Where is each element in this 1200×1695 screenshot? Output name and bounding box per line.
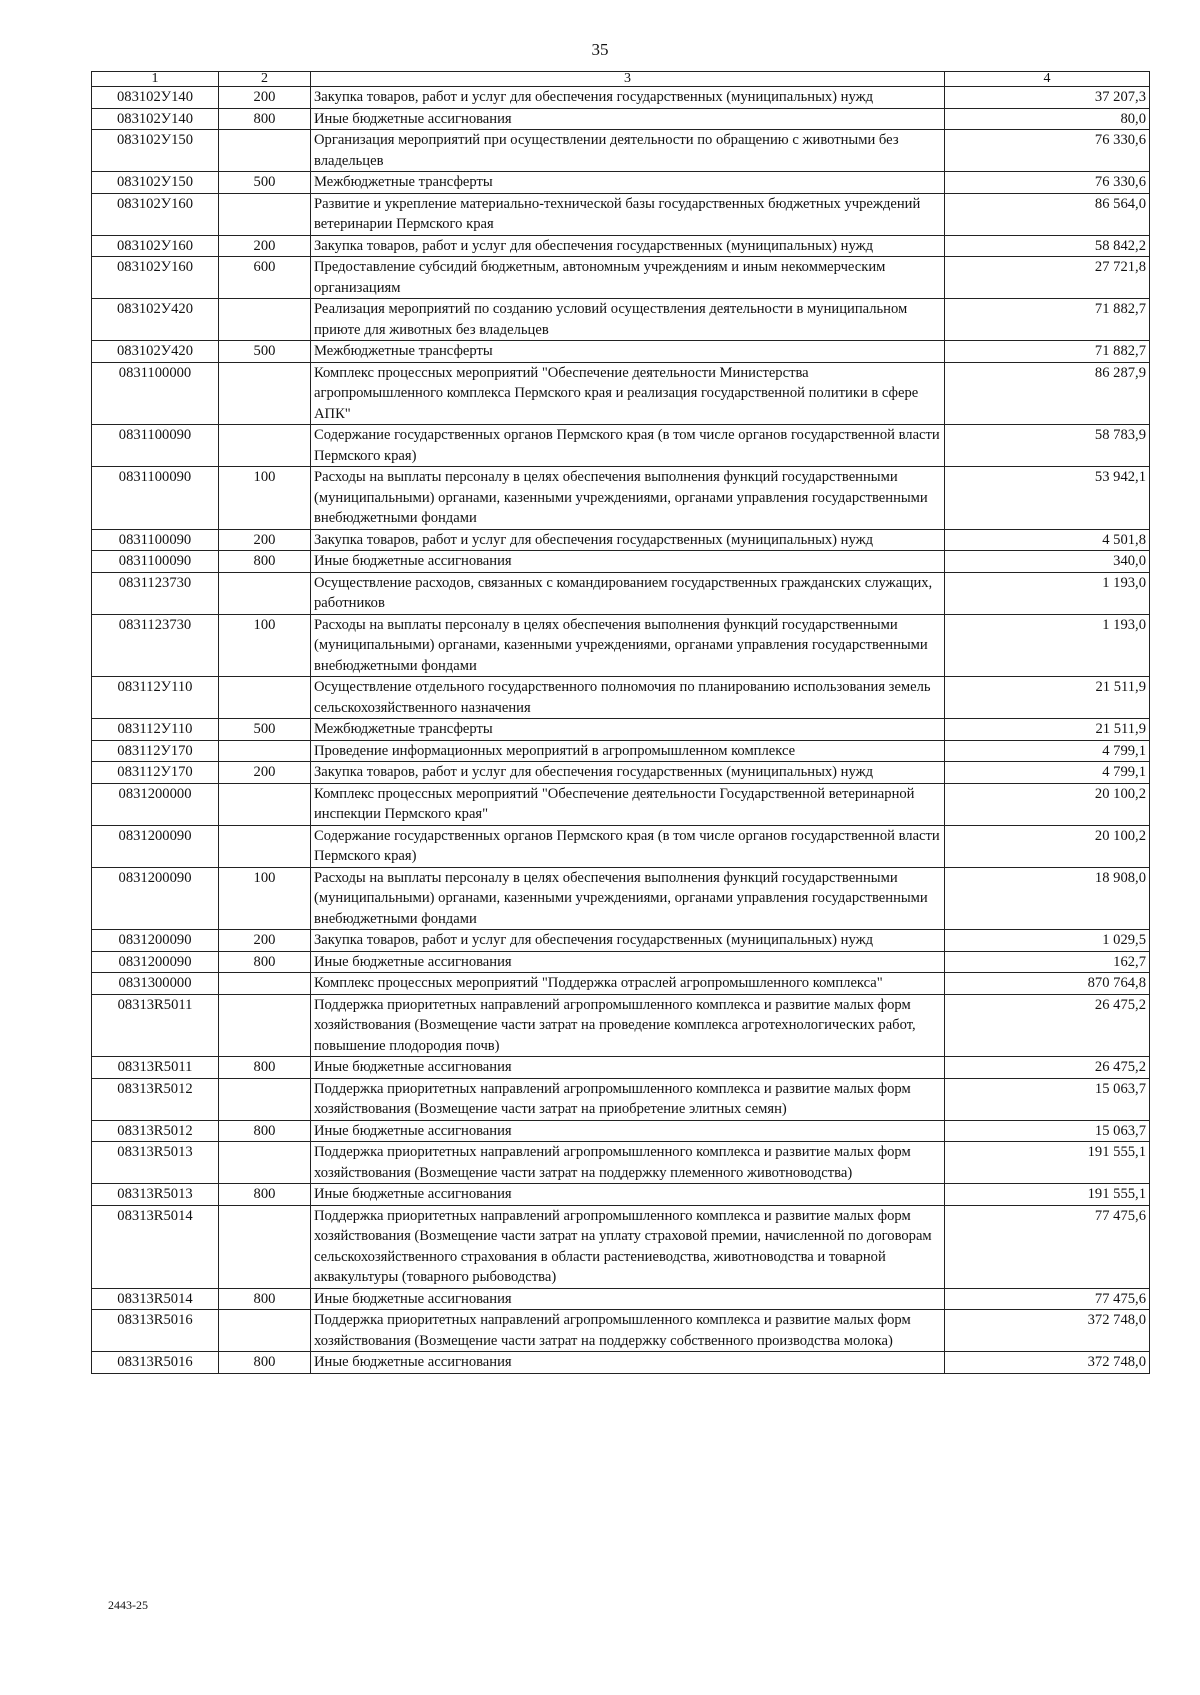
row-expense-type: [219, 1078, 311, 1120]
row-description: Содержание государственных органов Пермского края (в том числе органов государственной власти Пермского края): [311, 825, 945, 867]
row-expense-type: 800: [219, 951, 311, 973]
row-expense-type: [219, 1205, 311, 1288]
row-code: 08313R5014: [92, 1288, 219, 1310]
table-row: [92, 572, 1150, 614]
row-code: 083112У170: [92, 740, 219, 762]
row-description: Межбюджетные трансферты: [311, 341, 945, 363]
table-row: [92, 551, 1150, 573]
row-amount: 15 063,7: [945, 1120, 1150, 1142]
row-amount: 86 287,9: [945, 362, 1150, 425]
row-code: 08313R5011: [92, 1057, 219, 1079]
row-code: 0831123730: [92, 572, 219, 614]
row-description: Иные бюджетные ассигнования: [311, 1352, 945, 1374]
table-row: [92, 1310, 1150, 1352]
row-description: Закупка товаров, работ и услуг для обеспечения государственных (муниципальных) нужд: [311, 87, 945, 109]
table-header-row: [92, 72, 1150, 87]
row-code: 08313R5012: [92, 1120, 219, 1142]
table-row: [92, 87, 1150, 109]
row-description: Осуществление отдельного государственного полномочия по планированию использования земель сельскохозяйственного назначения: [311, 677, 945, 719]
row-description: Расходы на выплаты персоналу в целях обеспечения выполнения функций государственными (муниципальными) органами, казенными учреждениями, органами управления государственными внебюджетными фондами: [311, 467, 945, 530]
row-expense-type: 800: [219, 1288, 311, 1310]
table-row: [92, 1120, 1150, 1142]
row-amount: 20 100,2: [945, 783, 1150, 825]
table-row: [92, 825, 1150, 867]
row-code: 083102У420: [92, 299, 219, 341]
row-amount: 26 475,2: [945, 994, 1150, 1057]
row-expense-type: [219, 425, 311, 467]
table-row: [92, 951, 1150, 973]
table-row: [92, 614, 1150, 677]
row-amount: 372 748,0: [945, 1352, 1150, 1374]
table-row: [92, 467, 1150, 530]
row-code: 083102У150: [92, 172, 219, 194]
row-code: 083112У110: [92, 677, 219, 719]
row-description: Комплекс процессных мероприятий "Поддержка отраслей агропромышленного комплекса": [311, 973, 945, 995]
row-expense-type: [219, 299, 311, 341]
row-amount: 21 511,9: [945, 677, 1150, 719]
row-amount: 76 330,6: [945, 172, 1150, 194]
table-row: [92, 1288, 1150, 1310]
row-amount: 870 764,8: [945, 973, 1150, 995]
row-description: Иные бюджетные ассигнования: [311, 1184, 945, 1206]
table-row: [92, 1205, 1150, 1288]
row-expense-type: 200: [219, 529, 311, 551]
row-description: Иные бюджетные ассигнования: [311, 951, 945, 973]
table-row: [92, 1184, 1150, 1206]
row-description: Межбюджетные трансферты: [311, 719, 945, 741]
row-amount: 27 721,8: [945, 257, 1150, 299]
row-amount: 58 842,2: [945, 235, 1150, 257]
table-row: [92, 1057, 1150, 1079]
row-expense-type: [219, 130, 311, 172]
row-code: 0831100090: [92, 551, 219, 573]
row-expense-type: [219, 677, 311, 719]
row-description: Расходы на выплаты персоналу в целях обеспечения выполнения функций государственными (муниципальными) органами, казенными учреждениями, органами управления государственными внебюджетными фондами: [311, 867, 945, 930]
row-amount: 4 501,8: [945, 529, 1150, 551]
row-code: 0831100000: [92, 362, 219, 425]
row-description: Закупка товаров, работ и услуг для обеспечения государственных (муниципальных) нужд: [311, 762, 945, 784]
table-row: [92, 299, 1150, 341]
row-description: Иные бюджетные ассигнования: [311, 1120, 945, 1142]
row-amount: 86 564,0: [945, 193, 1150, 235]
row-code: 083102У160: [92, 257, 219, 299]
row-description: Комплекс процессных мероприятий "Обеспечение деятельности Министерства агропромышленного комплекса Пермского края и реализация государственной политики в сфере АПК": [311, 362, 945, 425]
row-description: Закупка товаров, работ и услуг для обеспечения государственных (муниципальных) нужд: [311, 930, 945, 952]
row-amount: 1 029,5: [945, 930, 1150, 952]
row-description: Межбюджетные трансферты: [311, 172, 945, 194]
table-row: [92, 108, 1150, 130]
table-row: [92, 762, 1150, 784]
budget-table: [91, 71, 1150, 1374]
row-amount: 4 799,1: [945, 740, 1150, 762]
row-description: Иные бюджетные ассигнования: [311, 551, 945, 573]
row-amount: 80,0: [945, 108, 1150, 130]
column-header-3: 3: [311, 72, 945, 87]
row-code: 0831200090: [92, 867, 219, 930]
table-row: [92, 994, 1150, 1057]
row-description: Расходы на выплаты персоналу в целях обеспечения выполнения функций государственными (муниципальными) органами, казенными учреждениями, органами управления государственными внебюджетными фондами: [311, 614, 945, 677]
row-expense-type: [219, 193, 311, 235]
row-expense-type: 200: [219, 762, 311, 784]
row-code: 08313R5013: [92, 1142, 219, 1184]
row-description: Организация мероприятий при осуществлении деятельности по обращению с животными без владельцев: [311, 130, 945, 172]
row-expense-type: [219, 1142, 311, 1184]
row-expense-type: 500: [219, 172, 311, 194]
table-row: [92, 130, 1150, 172]
row-expense-type: 100: [219, 614, 311, 677]
row-amount: 191 555,1: [945, 1184, 1150, 1206]
row-amount: 77 475,6: [945, 1205, 1150, 1288]
row-expense-type: [219, 572, 311, 614]
row-code: 0831200090: [92, 825, 219, 867]
row-amount: 15 063,7: [945, 1078, 1150, 1120]
row-expense-type: 800: [219, 1352, 311, 1374]
row-code: 083112У110: [92, 719, 219, 741]
row-code: 0831100090: [92, 467, 219, 530]
row-description: Поддержка приоритетных направлений агропромышленного комплекса и развитие малых форм хозяйствования (Возмещение части затрат на поддержку собственного производства молока): [311, 1310, 945, 1352]
row-expense-type: [219, 362, 311, 425]
row-code: 0831300000: [92, 973, 219, 995]
row-expense-type: 800: [219, 1120, 311, 1142]
row-expense-type: [219, 825, 311, 867]
row-code: 0831100090: [92, 425, 219, 467]
row-expense-type: 500: [219, 719, 311, 741]
table-row: [92, 193, 1150, 235]
row-description: Содержание государственных органов Пермского края (в том числе органов государственной власти Пермского края): [311, 425, 945, 467]
row-amount: 71 882,7: [945, 341, 1150, 363]
table-row: [92, 341, 1150, 363]
row-description: Комплекс процессных мероприятий "Обеспечение деятельности Государственной ветеринарной инспекции Пермского края": [311, 783, 945, 825]
row-code: 083102У140: [92, 87, 219, 109]
row-description: Развитие и укрепление материально-технической базы государственных бюджетных учреждений ветеринарии Пермского края: [311, 193, 945, 235]
row-description: Поддержка приоритетных направлений агропромышленного комплекса и развитие малых форм хозяйствования (Возмещение части затрат на уплату страховой премии, начисленной по договорам сельскохозяйственного страхования в области растениеводства, животноводства и товарной аквакультуры (товарного рыбоводства): [311, 1205, 945, 1288]
row-description: Поддержка приоритетных направлений агропромышленного комплекса и развитие малых форм хозяйствования (Возмещение части затрат на приобретение элитных семян): [311, 1078, 945, 1120]
row-amount: 191 555,1: [945, 1142, 1150, 1184]
table-row: [92, 1142, 1150, 1184]
row-description: Осуществление расходов, связанных с командированием государственных гражданских служащих, работников: [311, 572, 945, 614]
row-code: 0831123730: [92, 614, 219, 677]
row-code: 08313R5012: [92, 1078, 219, 1120]
row-expense-type: 600: [219, 257, 311, 299]
row-description: Закупка товаров, работ и услуг для обеспечения государственных (муниципальных) нужд: [311, 235, 945, 257]
table-row: [92, 740, 1150, 762]
row-code: 083112У170: [92, 762, 219, 784]
row-description: Иные бюджетные ассигнования: [311, 1288, 945, 1310]
row-expense-type: [219, 994, 311, 1057]
column-header-4: 4: [945, 72, 1150, 87]
column-header-1: 1: [92, 72, 219, 87]
row-expense-type: 200: [219, 87, 311, 109]
table-row: [92, 783, 1150, 825]
row-amount: 340,0: [945, 551, 1150, 573]
table-row: [92, 235, 1150, 257]
table-row: [92, 1078, 1150, 1120]
row-expense-type: 100: [219, 867, 311, 930]
row-code: 08313R5014: [92, 1205, 219, 1288]
table-row: [92, 930, 1150, 952]
row-expense-type: 800: [219, 1184, 311, 1206]
row-code: 083102У420: [92, 341, 219, 363]
document-id: 2443-25: [108, 1598, 148, 1612]
row-code: 08313R5011: [92, 994, 219, 1057]
table-row: [92, 529, 1150, 551]
row-code: 0831200090: [92, 951, 219, 973]
row-description: Поддержка приоритетных направлений агропромышленного комплекса и развитие малых форм хозяйствования (Возмещение части затрат на проведение комплекса агротехнологических работ, повышение плодородия почв): [311, 994, 945, 1057]
row-amount: 21 511,9: [945, 719, 1150, 741]
row-expense-type: 500: [219, 341, 311, 363]
table-row: [92, 973, 1150, 995]
row-expense-type: 800: [219, 551, 311, 573]
row-expense-type: [219, 1310, 311, 1352]
row-code: 083102У160: [92, 235, 219, 257]
row-code: 0831200090: [92, 930, 219, 952]
row-expense-type: [219, 740, 311, 762]
row-amount: 372 748,0: [945, 1310, 1150, 1352]
table-row: [92, 425, 1150, 467]
table-row: [92, 719, 1150, 741]
row-expense-type: 200: [219, 930, 311, 952]
row-code: 083102У140: [92, 108, 219, 130]
row-description: Проведение информационных мероприятий в агропромышленном комплексе: [311, 740, 945, 762]
row-code: 08313R5016: [92, 1352, 219, 1374]
row-amount: 20 100,2: [945, 825, 1150, 867]
table-row: [92, 1352, 1150, 1374]
row-expense-type: 800: [219, 108, 311, 130]
row-amount: 58 783,9: [945, 425, 1150, 467]
row-description: Предоставление субсидий бюджетным, автономным учреждениям и иным некоммерческим организациям: [311, 257, 945, 299]
row-expense-type: [219, 973, 311, 995]
row-amount: 162,7: [945, 951, 1150, 973]
row-amount: 1 193,0: [945, 572, 1150, 614]
row-description: Закупка товаров, работ и услуг для обеспечения государственных (муниципальных) нужд: [311, 529, 945, 551]
row-amount: 4 799,1: [945, 762, 1150, 784]
row-code: 08313R5016: [92, 1310, 219, 1352]
row-amount: 77 475,6: [945, 1288, 1150, 1310]
row-description: Иные бюджетные ассигнования: [311, 108, 945, 130]
page-number: 35: [591, 40, 609, 59]
row-amount: 71 882,7: [945, 299, 1150, 341]
table-body: [92, 87, 1150, 1374]
row-code: 083102У160: [92, 193, 219, 235]
row-code: 08313R5013: [92, 1184, 219, 1206]
row-description: Реализация мероприятий по созданию условий осуществления деятельности в муниципальном приюте для животных без владельцев: [311, 299, 945, 341]
row-amount: 1 193,0: [945, 614, 1150, 677]
row-code: 0831100090: [92, 529, 219, 551]
row-expense-type: 100: [219, 467, 311, 530]
table-row: [92, 172, 1150, 194]
table-row: [92, 867, 1150, 930]
table-row: [92, 677, 1150, 719]
table-row: [92, 257, 1150, 299]
table-row: [92, 362, 1150, 425]
row-amount: 53 942,1: [945, 467, 1150, 530]
row-description: Иные бюджетные ассигнования: [311, 1057, 945, 1079]
row-amount: 37 207,3: [945, 87, 1150, 109]
row-amount: 76 330,6: [945, 130, 1150, 172]
row-expense-type: 800: [219, 1057, 311, 1079]
row-code: 0831200000: [92, 783, 219, 825]
row-description: Поддержка приоритетных направлений агропромышленного комплекса и развитие малых форм хозяйствования (Возмещение части затрат на поддержку племенного животноводства): [311, 1142, 945, 1184]
row-code: 083102У150: [92, 130, 219, 172]
row-amount: 26 475,2: [945, 1057, 1150, 1079]
column-header-2: 2: [219, 72, 311, 87]
row-amount: 18 908,0: [945, 867, 1150, 930]
row-expense-type: [219, 783, 311, 825]
row-expense-type: 200: [219, 235, 311, 257]
